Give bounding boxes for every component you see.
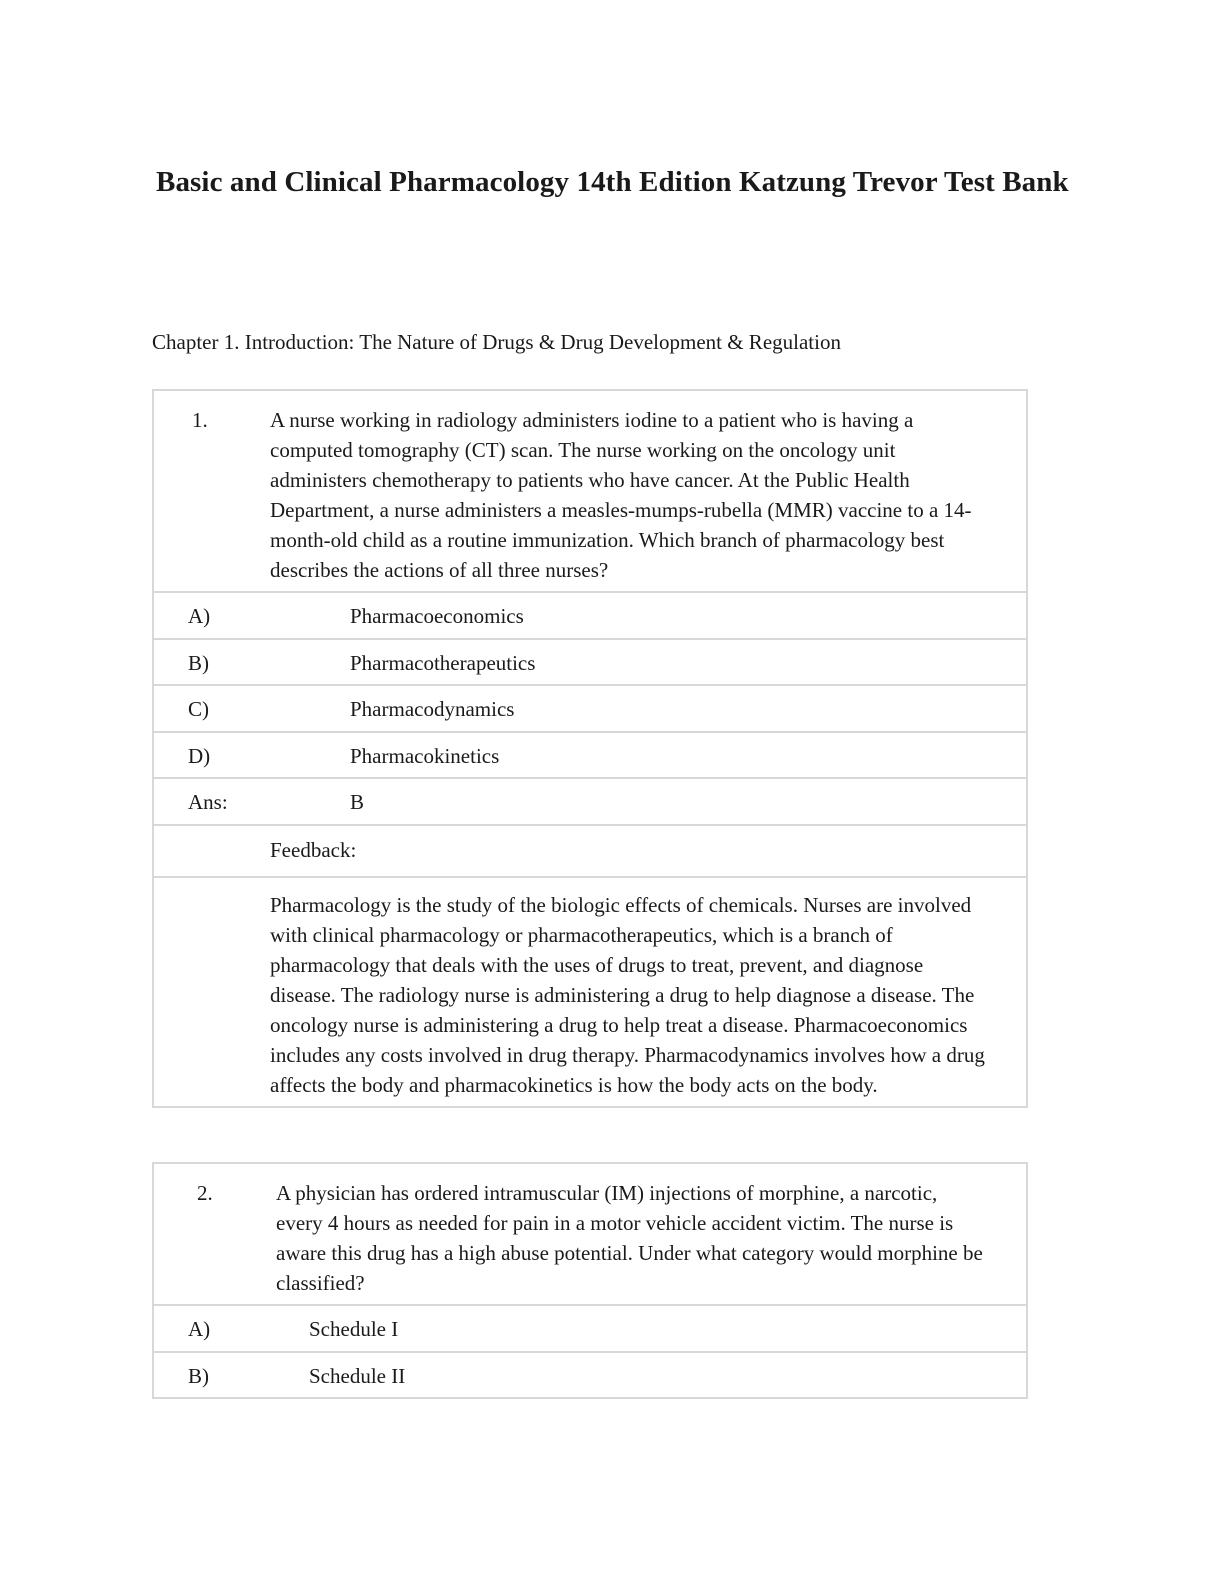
question-number: 1.: [192, 408, 208, 432]
option-label: B): [188, 1363, 209, 1388]
answer-value: B: [350, 790, 365, 814]
option-text: Schedule II: [309, 1363, 406, 1388]
option-label: A): [188, 1317, 211, 1341]
option-text: Pharmacoeconomics: [350, 604, 524, 628]
question-1-table: [152, 389, 1028, 1108]
option-row: [154, 731, 1026, 778]
option-label: B): [188, 650, 209, 675]
chapter-heading: Chapter 1. Introduction: The Nature of Drugs & Drug Development & Regulation: [152, 330, 841, 354]
feedback-label: Feedback:: [270, 837, 357, 862]
feedback-text: Pharmacology is the study of the biologic effects of chemicals. Nurses are involved with clinical pharmacology or pharmacotherapeutics, which is a branch of pharmacology that deals with the uses of drugs to treat, prevent, and diagnose disease. The radiology nurse is administering a drug to help diagnose a disease. The oncology nurse is administering a drug to help treat a disease. Pharmacoeconomics includes any costs involved in drug therapy. Pharmacodynamics involves how a drug affects the body and pharmacokinetics is how the body acts on the body.: [270, 892, 985, 1097]
option-row: [154, 684, 1026, 731]
option-row: [154, 591, 1026, 638]
document-title: Basic and Clinical Pharmacology 14th Edition Katzung Trevor Test Bank: [156, 166, 1069, 198]
option-text: Pharmacodynamics: [350, 697, 515, 721]
option-text: Pharmacokinetics: [350, 743, 500, 768]
option-text: Schedule I: [309, 1317, 399, 1341]
question-stem-row: [154, 391, 1026, 591]
feedback-row: [154, 876, 1026, 1106]
option-label: A): [188, 604, 211, 628]
question-2-table: [152, 1162, 1028, 1399]
option-label: C): [188, 697, 209, 721]
option-row: [154, 1304, 1026, 1351]
option-label: D): [188, 743, 211, 768]
option-row: [154, 1351, 1026, 1398]
question-number: 2.: [197, 1181, 213, 1205]
question-stem: A physician has ordered intramuscular (IM) injections of morphine, a narcotic, every 4 hours as needed for pain in a motor vehicle accident victim. The nurse is aware this drug has a high abuse potential. Under what category would morphine be classified?: [276, 1181, 983, 1295]
answer-label: Ans:: [188, 790, 228, 814]
answer-row: [154, 777, 1026, 824]
option-text: Pharmacotherapeutics: [350, 650, 536, 675]
option-row: [154, 638, 1026, 685]
question-stem: A nurse working in radiology administers iodine to a patient who is having a computed tomography (CT) scan. The nurse working on the oncology unit administers chemotherapy to patients who have cancer. At the Public Health Department, a nurse administers a measles-mumps-rubella (MMR) vaccine to a 14-month-old child as a routine immunization. Which branch of pharmacology best describes the actions of all three nurses?: [270, 408, 972, 582]
feedback-label-row: [154, 824, 1026, 876]
question-stem-row: [154, 1164, 1026, 1304]
